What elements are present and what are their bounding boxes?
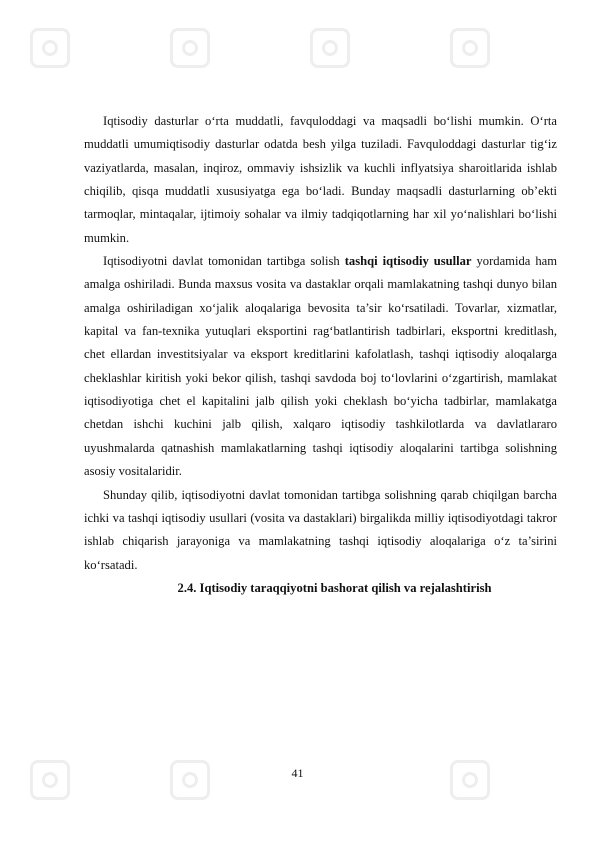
paragraph-program-types: Iqtisodiy dasturlar o‘rta muddatli, favquloddagi va maqsadli bo‘lishi mumkin. O‘rta muddatli umumiqtisodiy dasturlar odatda besh yilga tuziladi. Favquloddagi dasturlar tig‘iz vaziyatlarda, masalan, inqiroz, ommaviy ishsizlik va kuchli inflyatsiya sharoitlarida ishlab chiqilib, qisqa muddatli xususiyatga ega bo‘ladi. Bunday maqsadli dasturlarning ob’ekti tarmoqlar, mintaqalar, ijtimoiy sohalar va ilmiy tadqiqotlarning har xil yo‘nalishlari bo‘lishi mumkin. (84, 114, 557, 245)
paragraph-external-methods (84, 250, 557, 483)
document-body (84, 110, 557, 600)
paragraph-text-rest: yordamida ham amalga oshiriladi. Bunda maxsus vosita va dastaklar orqali mamlakatning tashqi dunyo bilan amalga oshiriladigan xo‘jalik aloqalariga bevosita ta’sir ko‘rsatiladi. Tovarlar, xizmatlar, kapital va fan-texnika yutuqlari eksportini rag‘batlantirish tadbirlari, eksportni kreditlash, chet ellardan investitsiyalar va eksport kreditlarini kafolatlash, tashqi iqtisodiy aloqalarga cheklashlar kiritish yoki bekor qilish, tashqi savdoda boj to‘lovlarini o‘zgartirish, mamlakat iqtisodiyotiga chet el kapitalini jalb qilish yoki cheklash bo‘yicha tadbirlar, mamlakatga chetdan ishchi kuchini jalb qilish, xalqaro iqtisodiy tashkilotlarda va davlatlararo uyushmalarda qatnashish mamlakatlarning tashqi iqtisodiy aloqalarini tartibga solishning asosiy vositalaridir. (84, 254, 558, 479)
page-number: 41 (291, 766, 304, 780)
bold-term: tashqi iqtisodiy usullar (344, 254, 472, 269)
paragraph-text-start: Iqtisodiyotni davlat tomonidan tartibga solish (103, 254, 345, 269)
watermark-logo-icon (30, 28, 70, 68)
watermark-logo-icon (170, 28, 210, 68)
section-heading: 2.4. Iqtisodiy taraqqiyotni bashorat qilish va rejalashtirish (177, 580, 492, 595)
watermark-logo-icon (310, 28, 350, 68)
watermark-logo-icon (450, 28, 490, 68)
paragraph-conclusion: Shunday qilib, iqtisodiyotni davlat tomonidan tartibga solishning qarab chiqilgan barcha ichki va tashqi iqtisodiy usullari (vosita va dastaklari) birgalikda milliy iqtisodiyotdagi takror ishlab chiqarish jarayoniga va mamlakatning tashqi iqtisodiy aloqalariga o‘z ta’sirini ko‘rsatadi. (84, 487, 557, 572)
